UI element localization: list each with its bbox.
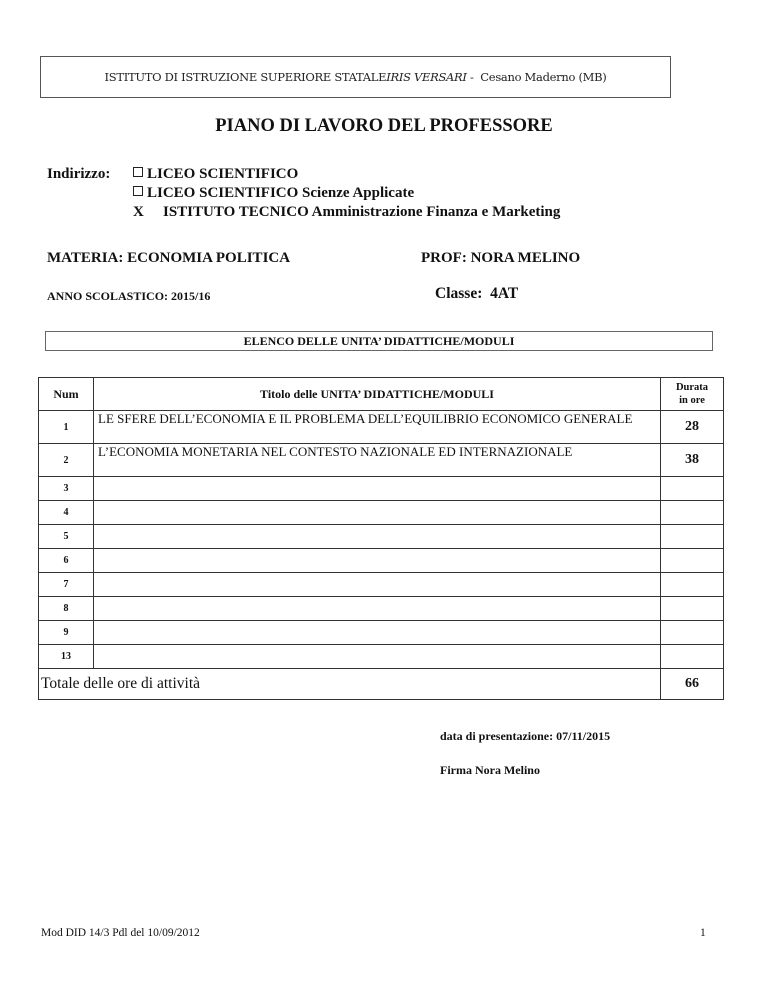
- row-num: 3: [39, 477, 94, 501]
- row-title: [94, 549, 661, 573]
- header-duration-line2: in ore: [679, 395, 705, 406]
- table-row: [39, 411, 724, 444]
- form-code: Mod DID 14/3 Pdl del 10/09/2012: [41, 927, 200, 939]
- empty-checkbox-icon[interactable]: [133, 186, 143, 196]
- section-title: ELENCO DELLE UNITA’ DIDATTICHE/MODULI: [45, 331, 713, 351]
- anno-scolastico: ANNO SCOLASTICO: 2015/16: [47, 289, 211, 303]
- table-row: [39, 477, 724, 501]
- row-title: [94, 645, 661, 669]
- row-num: 5: [39, 525, 94, 549]
- classe: Classe: 4AT: [435, 285, 519, 302]
- table-row: [39, 645, 724, 669]
- table-row: [39, 549, 724, 573]
- header-num: Num: [39, 378, 94, 411]
- row-num: 6: [39, 549, 94, 573]
- row-title: [94, 621, 661, 645]
- signature: Firma Nora Melino: [440, 763, 540, 777]
- indirizzo-option-liceo-scientifico[interactable]: [133, 166, 298, 183]
- table-row: [39, 501, 724, 525]
- total-label: Totale delle ore di attività: [39, 669, 661, 700]
- total-hours: 66: [661, 669, 724, 700]
- row-hours: [661, 645, 724, 669]
- row-title: LE SFERE DELL’ECONOMIA E IL PROBLEMA DELL’EQUILIBRIO ECONOMICO GENERALE: [94, 411, 661, 444]
- row-num: 9: [39, 621, 94, 645]
- row-title: [94, 573, 661, 597]
- presentation-date: data di presentazione: 07/11/2015: [440, 729, 611, 743]
- table-row: [39, 573, 724, 597]
- header-duration-line1: Durata: [675, 382, 709, 393]
- row-num: 1: [39, 411, 94, 444]
- row-hours: [661, 549, 724, 573]
- row-hours: [661, 573, 724, 597]
- indirizzo-option-scienze-applicate[interactable]: [133, 185, 414, 202]
- header-duration: [661, 378, 724, 411]
- page-number: 1: [700, 927, 706, 939]
- row-title: [94, 597, 661, 621]
- indirizzo-option-istituto-tecnico[interactable]: [133, 204, 560, 221]
- option-label: LICEO SCIENTIFICO: [147, 166, 299, 182]
- row-num: 2: [39, 444, 94, 477]
- school-name: IRIS VERSARI: [386, 70, 467, 84]
- row-num: 13: [39, 645, 94, 669]
- row-hours: [661, 477, 724, 501]
- header-title: Titolo delle UNITA’ DIDATTICHE/MODULI: [94, 378, 661, 411]
- empty-checkbox-icon[interactable]: [133, 167, 143, 177]
- materia: MATERIA: ECONOMIA POLITICA: [47, 250, 291, 266]
- professor: PROF: NORA MELINO: [421, 250, 581, 266]
- row-title: [94, 477, 661, 501]
- total-row: [39, 669, 724, 700]
- row-title: [94, 501, 661, 525]
- x-mark-icon[interactable]: X: [133, 204, 144, 220]
- indirizzo-label: Indirizzo:: [47, 166, 111, 182]
- page-title: PIANO DI LAVORO DEL PROFESSORE: [215, 116, 553, 136]
- table-row: [39, 525, 724, 549]
- row-hours: [661, 597, 724, 621]
- row-hours: 38: [661, 444, 724, 477]
- option-label: LICEO SCIENTIFICO Scienze Applicate: [147, 185, 415, 201]
- school-header-box: [40, 56, 671, 98]
- row-num: 4: [39, 501, 94, 525]
- table-row: [39, 597, 724, 621]
- row-hours: [661, 525, 724, 549]
- row-hours: [661, 501, 724, 525]
- row-num: 7: [39, 573, 94, 597]
- row-title: [94, 525, 661, 549]
- table-row: [39, 444, 724, 477]
- option-label: ISTITUTO TECNICO Amministrazione Finanza e Marketing: [163, 204, 561, 220]
- row-hours: [661, 621, 724, 645]
- table-row: [39, 621, 724, 645]
- row-num: 8: [39, 597, 94, 621]
- row-title: L’ECONOMIA MONETARIA NEL CONTESTO NAZIONALE ED INTERNAZIONALE: [94, 444, 661, 477]
- school-prefix: ISTITUTO DI ISTRUZIONE SUPERIORE STATALE: [104, 70, 387, 84]
- row-hours: 28: [661, 411, 724, 444]
- school-location: - Cesano Maderno (MB): [466, 70, 607, 84]
- modules-table: [38, 377, 724, 700]
- table-header-row: [39, 378, 724, 411]
